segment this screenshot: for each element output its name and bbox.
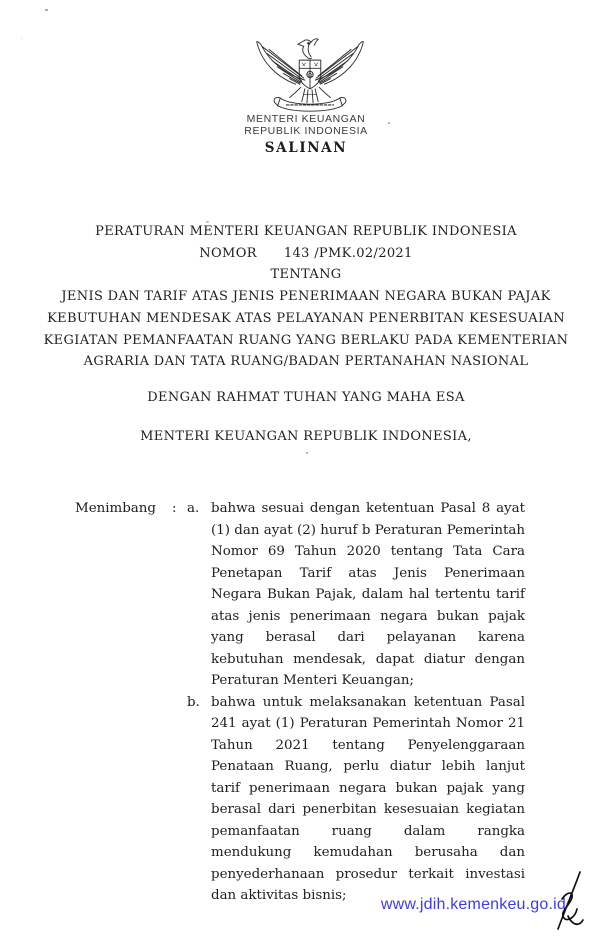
- garuda-pancasila-emblem-icon: [252, 35, 368, 115]
- item-marker: b.: [187, 694, 200, 710]
- regulation-number-row: [36, 243, 576, 265]
- scan-speck: [21, 38, 22, 39]
- nomor-label: NOMOR: [199, 245, 257, 261]
- considerations-section: [75, 498, 525, 907]
- salinan-label: SALINAN: [264, 140, 348, 156]
- subject-line-4: AGRARIA DAN TATA RUANG/BADAN PERTANAHAN NASIONAL: [83, 354, 529, 370]
- invocation-line: DENGAN RAHMAT TUHAN YANG MAHA ESA: [147, 390, 465, 405]
- item-text: bahwa untuk melaksanakan ketentuan Pasal 241 ayat (1) Peraturan Pemerintah Nomor 21 Tahun 2021 tentang Penyelenggaraan Penataan Ruang, perlu diatur lebih lanjut tarif penerimaan negara bukan pajak yang berasal dari penerbitan kesesuaian kegiatan pemanfaatan ruang dalam rangka mendukung kemudahan berusaha dan penyederhanaan prosedur terkait investasi dan aktivitas bisnis;: [211, 694, 525, 903]
- item-text: bahwa sesuai dengan ketentuan Pasal 8 ayat (1) dan ayat (2) huruf b Peraturan Pemerintah Nomor 69 Tahun 2020 tentang Tata Cara Penetapan Tarif atas Jenis Penerimaan Negara Bukan Pajak, dalam hal tertentu tarif atas jenis penerimaan negara bukan pajak yang berasal dari pelayanan karena kebutuhan mendesak, dapat diatur dengan Peraturan Menteri Keuangan;: [211, 501, 525, 688]
- handwritten-paraf-icon: [549, 869, 589, 935]
- subject-line-1: JENIS DAN TARIF ATAS JENIS PENERIMAAN NEGARA BUKAN PAJAK: [61, 289, 551, 305]
- tentang-label: TENTANG: [270, 267, 342, 283]
- ministry-name-line2: REPUBLIK INDONESIA: [244, 124, 368, 137]
- regulation-title-line: PERATURAN MENTERI KEUANGAN REPUBLIK INDONESIA: [95, 224, 517, 239]
- regulation-title-block: [36, 221, 576, 373]
- jdih-watermark-link[interactable]: www.jdih.kemenkeu.go.id: [380, 896, 566, 913]
- menimbang-colon: :: [172, 501, 177, 516]
- scan-speck: [306, 452, 308, 454]
- authority-line: MENTERI KEUANGAN REPUBLIK INDONESIA,: [140, 429, 472, 444]
- ministry-letterhead: [0, 114, 612, 137]
- consideration-item-a: [187, 498, 525, 692]
- item-marker: a.: [187, 501, 200, 516]
- menimbang-label: Menimbang: [75, 501, 156, 516]
- scan-speck: [45, 9, 48, 11]
- subject-line-3: KEGIATAN PEMANFAATAN RUANG YANG BERLAKU PADA KEMENTERIAN: [43, 332, 569, 348]
- subject-line-2: KEBUTUHAN MENDESAK ATAS PELAYANAN PENERBITAN KESESUAIAN: [47, 310, 565, 326]
- ministry-name-line1: MENTERI KEUANGAN: [246, 113, 366, 125]
- nomor-value: 143 /PMK.02/2021: [283, 245, 413, 261]
- considerations-list: [187, 498, 525, 907]
- consideration-item-b: [187, 692, 525, 907]
